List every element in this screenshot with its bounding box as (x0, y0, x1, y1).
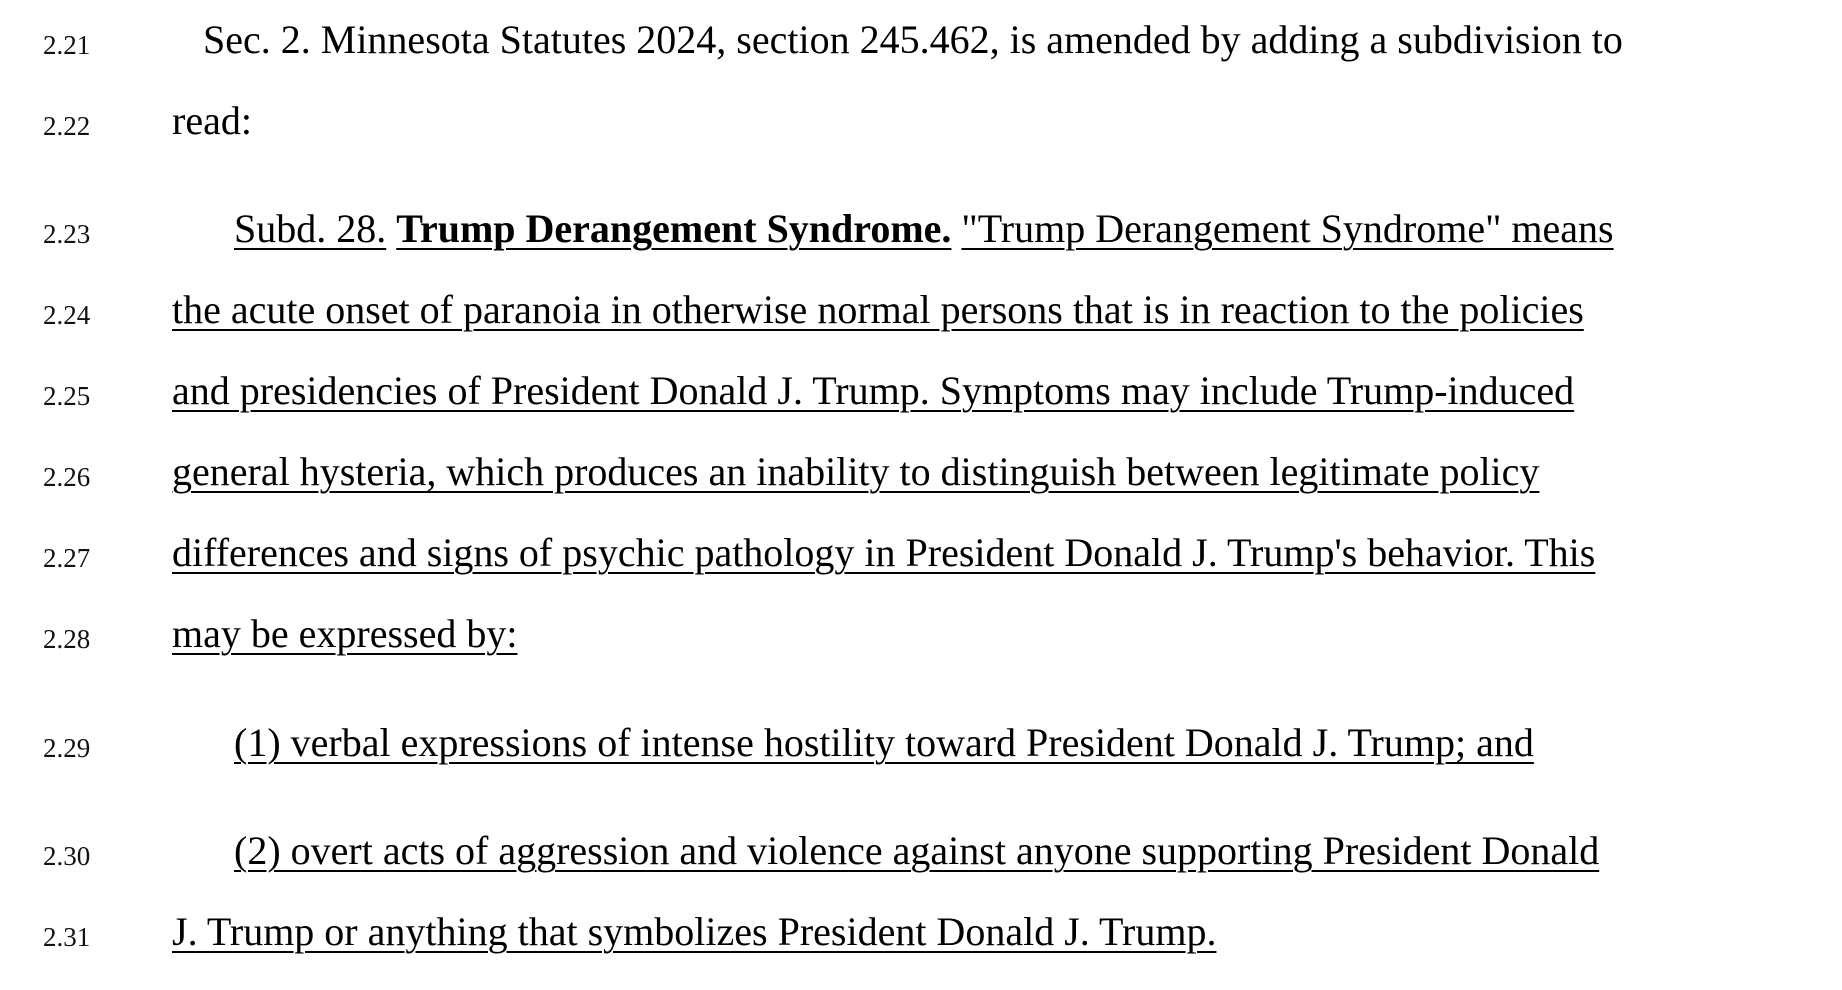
line-number: 2.27 (43, 543, 91, 573)
line-2-23 (0, 197, 1842, 257)
line-2-27 (0, 521, 1842, 581)
section-intro-text: Sec. 2. Minnesota Statutes 2024, section 245.462, is amended by adding a subdivision to (203, 17, 1623, 62)
line-number: 2.23 (43, 219, 91, 249)
line-number: 2.26 (43, 462, 91, 492)
definition-text: may be expressed by: (172, 611, 518, 656)
definition-text: "Trump Derangement Syndrome" means (961, 206, 1614, 251)
line-number: 2.28 (43, 624, 91, 654)
line-number: 2.22 (43, 111, 91, 141)
clause-2-text: (2) overt acts of aggression and violence against anyone supporting President Donald (234, 828, 1600, 873)
definition-text: and presidencies of President Donald J. Trump. Symptoms may include Trump-induced (172, 368, 1575, 413)
section-intro-text: read: (172, 98, 252, 143)
clause-1-text: (1) verbal expressions of intense hostility toward President Donald J. Trump; and (234, 720, 1534, 765)
line-2-22 (0, 89, 1842, 149)
line-number: 2.24 (43, 300, 91, 330)
definition-text: the acute onset of paranoia in otherwise normal persons that is in reaction to the policies (172, 287, 1584, 332)
line-2-21 (0, 8, 1842, 68)
line-2-26 (0, 440, 1842, 500)
line-2-30 (0, 819, 1842, 879)
line-number: 2.29 (43, 733, 91, 763)
line-2-25 (0, 359, 1842, 419)
clause-2-text: J. Trump or anything that symbolizes President Donald J. Trump. (172, 909, 1217, 954)
line-2-24 (0, 278, 1842, 338)
line-2-31 (0, 900, 1842, 960)
line-2-29 (0, 711, 1842, 771)
subdivision-header (234, 205, 1614, 253)
line-number: 2.30 (43, 841, 91, 871)
line-number: 2.31 (43, 922, 91, 952)
definition-text: general hysteria, which produces an inability to distinguish between legitimate policy (172, 449, 1540, 494)
definition-text: differences and signs of psychic pathology in President Donald J. Trump's behavior. This (172, 530, 1596, 575)
line-2-28 (0, 602, 1842, 662)
line-number: 2.25 (43, 381, 91, 411)
subdivision-number: Subd. 28. (234, 206, 387, 251)
subdivision-heading: Trump Derangement Syndrome. (396, 206, 952, 251)
line-number: 2.21 (43, 30, 91, 60)
